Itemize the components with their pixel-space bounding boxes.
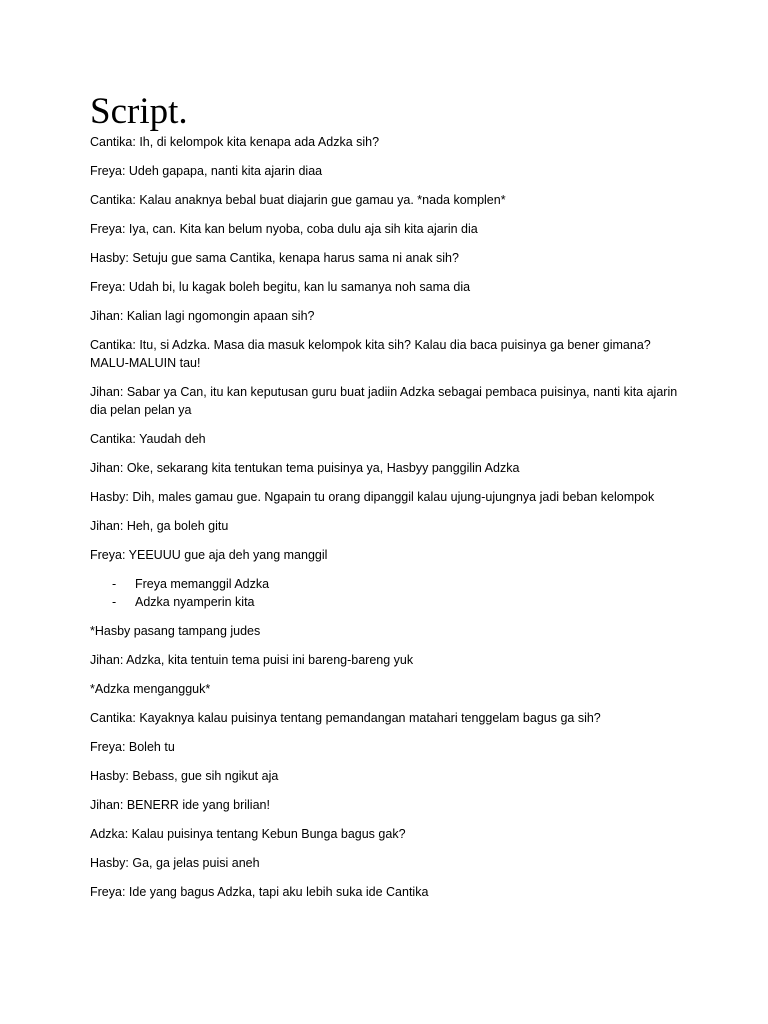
document-page xyxy=(90,92,680,912)
dialogue-line: Jihan: Oke, sekarang kita tentukan tema puisinya ya, Hasbyy panggilin Adzka xyxy=(90,461,520,475)
dialogue-line: Hasby: Bebass, gue sih ngikut aja xyxy=(90,769,279,783)
list-item-text: Adzka nyamperin kita xyxy=(135,595,255,609)
list-item xyxy=(90,593,680,611)
dialogue-line: Freya: Boleh tu xyxy=(90,740,175,754)
dialogue-line: Jihan: Kalian lagi ngomongin apaan sih? xyxy=(90,309,315,323)
dialogue-line: Cantika: Yaudah deh xyxy=(90,432,206,446)
dialogue-line: *Hasby pasang tampang judes xyxy=(90,624,261,638)
dialogue-line: Jihan: Adzka, kita tentuin tema puisi ini bareng-bareng yuk xyxy=(90,653,414,667)
dialogue-line: Hasby: Ga, ga jelas puisi aneh xyxy=(90,856,260,870)
dialogue-line: Freya: Iya, can. Kita kan belum nyoba, coba dulu aja sih kita ajarin dia xyxy=(90,222,478,236)
dialogue-line: Jihan: Heh, ga boleh gitu xyxy=(90,519,229,533)
list-dash-marker: - xyxy=(112,595,117,609)
document-title: Script. xyxy=(90,91,188,132)
dialogue-line: Cantika: Itu, si Adzka. Masa dia masuk kelompok kita sih? Kalau dia baca puisinya ga bener gimana? MALU-MALUIN tau! xyxy=(90,338,651,370)
dialogue-line: Adzka: Kalau puisinya tentang Kebun Bunga bagus gak? xyxy=(90,827,406,841)
dialogue-line: Hasby: Setuju gue sama Cantika, kenapa harus sama ni anak sih? xyxy=(90,251,459,265)
dialogue-line: Jihan: Sabar ya Can, itu kan keputusan guru buat jadiin Adzka sebagai pembaca puisinya, nanti kita ajarin dia pelan pelan ya xyxy=(90,385,678,417)
dialogue-line: Freya: Udah bi, lu kagak boleh begitu, kan lu samanya noh sama dia xyxy=(90,280,471,294)
dialogue-line: *Adzka mengangguk* xyxy=(90,682,211,696)
dialogue-line: Freya: Ide yang bagus Adzka, tapi aku lebih suka ide Cantika xyxy=(90,885,429,899)
list-item xyxy=(90,575,680,593)
action-list xyxy=(90,575,680,611)
dialogue-line: Cantika: Kayaknya kalau puisinya tentang pemandangan matahari tenggelam bagus ga sih? xyxy=(90,711,601,725)
dialogue-line: Cantika: Kalau anaknya bebal buat diajarin gue gamau ya. *nada komplen* xyxy=(90,193,506,207)
dialogue-line: Jihan: BENERR ide yang brilian! xyxy=(90,798,270,812)
dialogue-line: Cantika: Ih, di kelompok kita kenapa ada Adzka sih? xyxy=(90,135,380,149)
list-dash-marker: - xyxy=(112,577,117,591)
dialogue-line: Hasby: Dih, males gamau gue. Ngapain tu orang dipanggil kalau ujung-ujungnya jadi beban kelompok xyxy=(90,490,655,504)
dialogue-line: Freya: Udeh gapapa, nanti kita ajarin diaa xyxy=(90,164,323,178)
dialogue-section-2 xyxy=(90,622,680,901)
dialogue-section-1 xyxy=(90,133,680,564)
list-item-text: Freya memanggil Adzka xyxy=(135,577,270,591)
dialogue-line: Freya: YEEUUU gue aja deh yang manggil xyxy=(90,548,328,562)
